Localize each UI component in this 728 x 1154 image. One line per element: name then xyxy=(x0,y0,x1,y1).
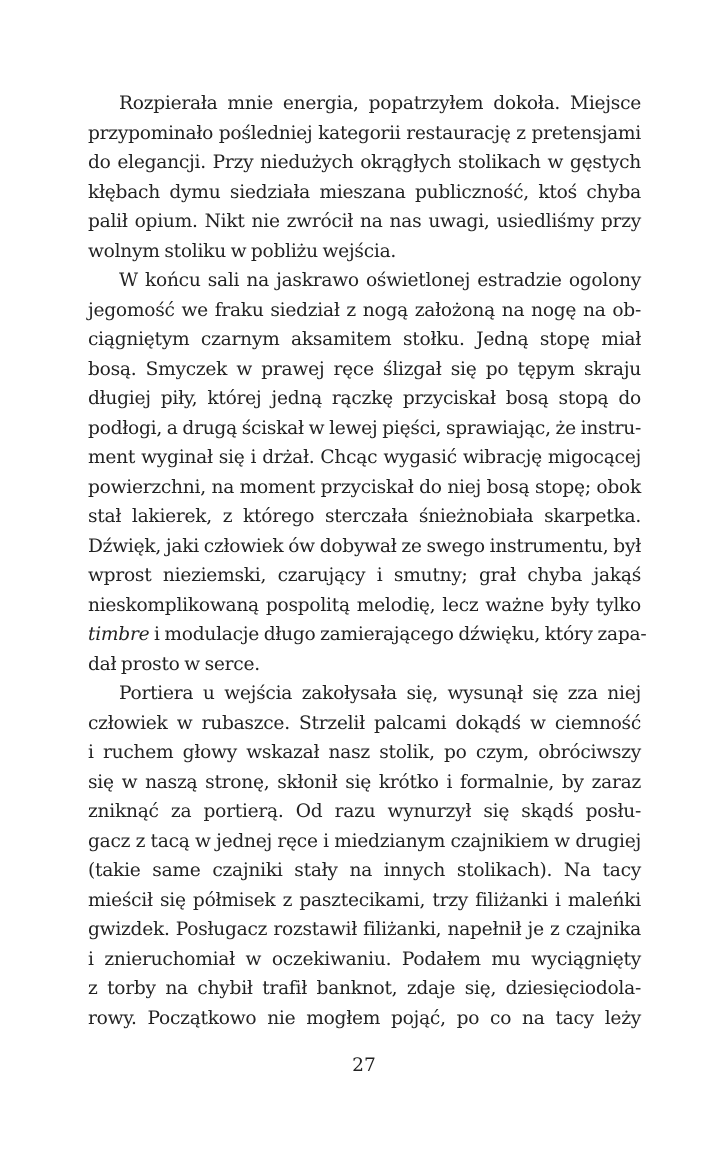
text-line: do elegancji. Przy niedużych okrągłych stolikach w gęstych xyxy=(88,152,641,173)
text-line: kłębach dymu siedziała mieszana publiczność, ktoś chyba xyxy=(88,181,641,203)
text-line: jegomość we fraku siedział z nogą założoną na nogę na ob- xyxy=(88,299,641,321)
text-line: długiej piły, której jedną rączkę przyciskał bosą stopą do xyxy=(88,388,641,409)
page-number: 27 xyxy=(352,1055,376,1076)
text-line: wolnym stoliku w pobliżu wejścia. xyxy=(88,240,397,262)
text-line: ciągniętym czarnym aksamitem stołku. Jedną stopę miał xyxy=(88,329,641,350)
italic-word: timbre xyxy=(88,624,150,645)
text-line: człowiek w rubaszce. Strzelił palcami dokądś w ciemność xyxy=(88,712,641,734)
text-line: się w naszą stronę, skłonił się krótko i formalnie, by zaraz xyxy=(88,771,641,793)
text-line: palił opium. Nikt nie zwrócił na nas uwagi, usiedliśmy przy xyxy=(88,211,641,232)
line-remainder: i modulacje długo zamierającego dźwięku, który zapa- xyxy=(149,624,647,645)
text-line: podłogi, a drugą ściskał w lewej pięści, sprawiając, że instru- xyxy=(88,417,641,439)
text-line: zniknąć za portierą. Od razu wynurzył się skądś posłu- xyxy=(88,801,641,822)
text-line: ment wyginał się i drżał. Chcąc wygasić wibrację migocącej xyxy=(88,447,641,468)
text-line: gwizdek. Posługacz rozstawił filiżanki, napełnił je z czajnika xyxy=(88,919,641,940)
text-line: stał lakierek, z którego sterczała śnieżnobiała skarpetka. xyxy=(88,506,641,527)
text-line: Rozpierała mnie energia, popatrzyłem dokoła. Miejsce xyxy=(119,93,641,114)
text-line: i ruchem głowy wskazał nasz stolik, po czym, obróciwszy xyxy=(88,742,641,763)
text-line: powierzchni, na moment przyciskał do niej bosą stopę; obok xyxy=(88,476,641,498)
text-line: bosą. Smyczek w prawej ręce ślizgał się po tępym skraju xyxy=(88,358,641,380)
text-line: nieskomplikowaną pospolitą melodię, lecz ważne były tylko xyxy=(88,594,641,616)
text-line: i znieruchomiał w oczekiwaniu. Podałem mu wyciągnięty xyxy=(88,948,641,970)
text-body xyxy=(88,89,647,1033)
text-line: Dźwięk, jaki człowiek ów dobywał ze swego instrumentu, był xyxy=(88,535,641,557)
text-line: Portiera u wejścia zakołysała się, wysunął się zza niej xyxy=(119,683,641,704)
text-line: wprost nieziemski, czarujący i smutny; grał chyba jakąś xyxy=(88,565,641,586)
text-line: W końcu sali na jaskrawo oświetlonej estradzie ogolony xyxy=(119,270,641,291)
text-line: mieścił się półmisek z pasztecikami, trzy filiżanki i maleńki xyxy=(88,889,641,911)
text-line: gacz z tacą w jednej ręce i miedzianym czajnikiem w drugiej xyxy=(88,830,641,852)
text-line: (takie same czajniki stały na innych stolikach). Na tacy xyxy=(88,860,641,881)
text-line: z torby na chybił trafił banknot, zdaje się, dziesięciodola- xyxy=(88,978,641,999)
text-line-with-italic xyxy=(88,620,647,650)
text-line: przypominało pośledniej kategorii restaurację z pretensjami xyxy=(88,122,641,144)
text-line: rowy. Początkowo nie mogłem pojąć, po co na tacy leży xyxy=(88,1007,641,1029)
text-line: dał prosto w serce. xyxy=(88,653,260,675)
